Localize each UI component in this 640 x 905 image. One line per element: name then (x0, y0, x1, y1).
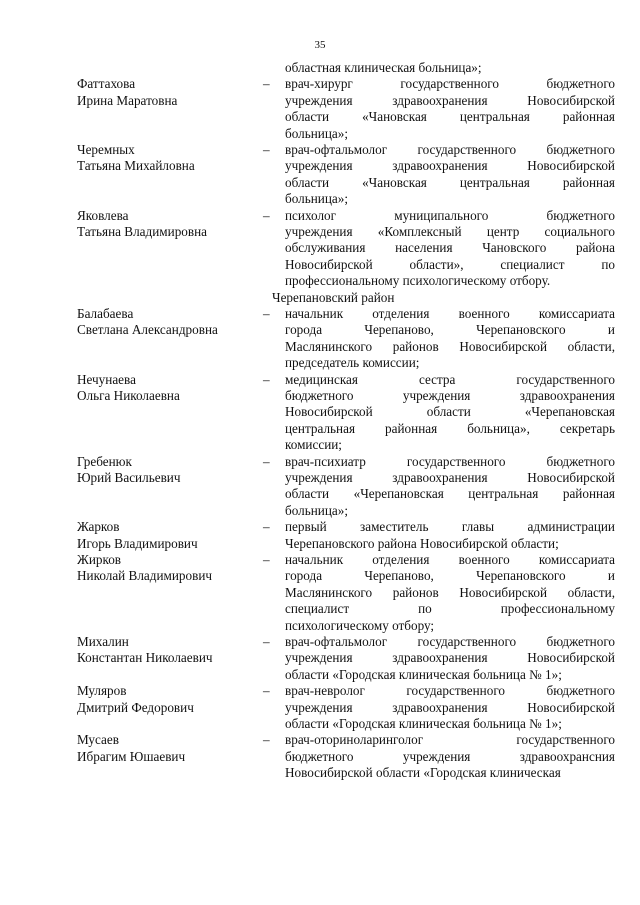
member-position-line: города Черепаново, Черепановского и (285, 568, 615, 584)
member-name-line: Мусаев (77, 732, 119, 748)
member-position-line: области «Черепановская центральная районная (285, 486, 615, 502)
member-position-line: учреждения здравоохранения Новосибирской (285, 650, 615, 666)
member-position-line: врач-невролог государственного бюджетного (285, 683, 615, 699)
member-position-line: врач-оториноларинголог государственного (285, 732, 615, 748)
member-name-line: Ольга Николаевна (77, 388, 180, 403)
member-position-line: психологическому отбору; (285, 617, 435, 633)
member-position-line: профессиональному психологическому отбору. (285, 273, 551, 289)
member-name (77, 306, 257, 339)
member-position-line: врач-хирург государственного бюджетного (285, 76, 615, 92)
member-position (285, 519, 615, 552)
member-position-line: больница»; (285, 125, 349, 141)
member-name-line: Юрий Васильевич (77, 470, 181, 485)
member-position-line: врач-офтальмолог государственного бюджетного (285, 142, 615, 157)
member-name (77, 208, 257, 241)
member-name (77, 552, 257, 585)
member-position-line: специалист по профессиональному (285, 601, 615, 617)
member-name-line: Ирина Маратовна (77, 92, 178, 108)
member-name-line: Игорь Владимирович (77, 535, 198, 551)
member-name-line: Константан Николаевич (77, 650, 213, 666)
member-position-line: учреждения здравоохранения Новосибирской (285, 470, 615, 485)
member-name (77, 732, 257, 765)
member-position-line: врач-психиатр государственного бюджетного (285, 453, 615, 469)
member-position-line: начальник отделения военного комиссариата (285, 306, 615, 321)
member-position (285, 552, 615, 634)
member-position (285, 454, 615, 520)
member-position-line: области «Городская клиническая больница № 1»; (285, 716, 562, 731)
member-position (285, 372, 615, 454)
member-position-line: Новосибирской области», специалист по (285, 256, 615, 272)
member-position (285, 142, 615, 208)
member-position (285, 634, 615, 683)
member-name-line: Ибрагим Юшаевич (77, 748, 186, 764)
member-name-line: Гребенюк (77, 453, 132, 469)
member-position-line: учреждения здравоохранения Новосибирской (285, 92, 615, 108)
member-position (285, 732, 615, 781)
member-position-line: врач-офтальмолог государственного бюджетного (285, 634, 615, 649)
member-name-line: Муляров (77, 683, 127, 699)
member-position-line: области «Чановская центральная районная (285, 109, 615, 125)
member-name-line: Фаттахова (77, 76, 136, 92)
member-position-line: психолог муниципального бюджетного (285, 207, 615, 223)
member-position-line: Маслянинского районов Новосибирской области, (285, 338, 615, 354)
member-position-line: учреждения здравоохранения Новосибирской (285, 699, 615, 715)
member-name-line: Татьяна Михайловна (77, 158, 195, 174)
member-position-line: начальник отделения военного комиссариата (285, 552, 615, 567)
dash-separator: – (263, 552, 270, 567)
member-name-line: Нечунаева (77, 371, 136, 387)
dash-separator: – (263, 371, 270, 387)
member-position-line: председатель комиссии; (285, 355, 420, 371)
member-name-line: Татьяна Владимировна (77, 224, 208, 239)
dash-separator: – (263, 634, 270, 649)
section-heading: Черепановский район (272, 289, 395, 305)
member-position-line: комиссии; (285, 437, 342, 453)
member-position (285, 683, 615, 732)
member-name-line: Николай Владимирович (77, 568, 213, 584)
member-name-line: Жирков (77, 552, 122, 567)
dash-separator: – (263, 76, 270, 92)
member-position-line: бюджетного учреждения здравоохранения (285, 388, 615, 403)
member-position-line: города Черепаново, Черепановского и (285, 322, 615, 338)
member-name (77, 454, 257, 487)
member-position-line: учреждения здравоохранения Новосибирской (285, 158, 615, 174)
member-name-line: Жарков (77, 519, 120, 535)
dash-separator: – (263, 519, 270, 535)
member-name-line: Михалин (77, 634, 129, 649)
member-position-line: больница»; (285, 191, 349, 207)
member-position-line: больница»; (285, 502, 349, 518)
member-name-line: Дмитрий Федорович (77, 699, 194, 715)
continuation-line: областная клиническая больница»; (285, 60, 482, 75)
member-name (77, 142, 257, 175)
member-position-line: Новосибирской области «Черепановская (285, 404, 615, 420)
member-position-line: центральная районная больница», секретарь (285, 420, 615, 436)
member-position-line: учреждения «Комплексный центр социального (285, 224, 615, 239)
member-name-line: Балабаева (77, 306, 134, 321)
member-name (77, 634, 257, 667)
member-position-line: Новосибирской области «Городская клиническая (285, 765, 561, 781)
dash-separator: – (263, 683, 270, 699)
dash-separator: – (263, 142, 270, 157)
dash-separator: – (263, 306, 270, 321)
member-position (285, 76, 615, 142)
member-position-line: медицинская сестра государственного (285, 371, 615, 387)
dash-separator: – (263, 207, 270, 223)
member-name-line: Светлана Александровна (77, 322, 218, 338)
member-name (77, 683, 257, 716)
member-name (77, 519, 257, 552)
member-name (77, 76, 257, 109)
member-position-line: Черепановского района Новосибирской области; (285, 535, 559, 551)
member-position-line: бюджетного учреждения здравоохрансния (285, 748, 615, 764)
member-position-line: первый заместитель главы администрации (285, 519, 615, 535)
member-position-line: области «Чановская центральная районная (285, 174, 615, 190)
page-number: 35 (314, 39, 326, 51)
member-position (285, 306, 615, 372)
member-position (285, 208, 615, 290)
member-name-line: Яковлева (77, 207, 129, 223)
dash-separator: – (263, 453, 270, 469)
member-position-line: Маслянинского районов Новосибирской области, (285, 584, 615, 600)
member-position-line: области «Городская клиническая больница № 1»; (285, 666, 562, 682)
member-position-line: обслуживания населения Чановского района (285, 240, 615, 256)
member-name (77, 372, 257, 405)
dash-separator: – (263, 732, 270, 748)
member-name-line: Черемных (77, 142, 135, 157)
